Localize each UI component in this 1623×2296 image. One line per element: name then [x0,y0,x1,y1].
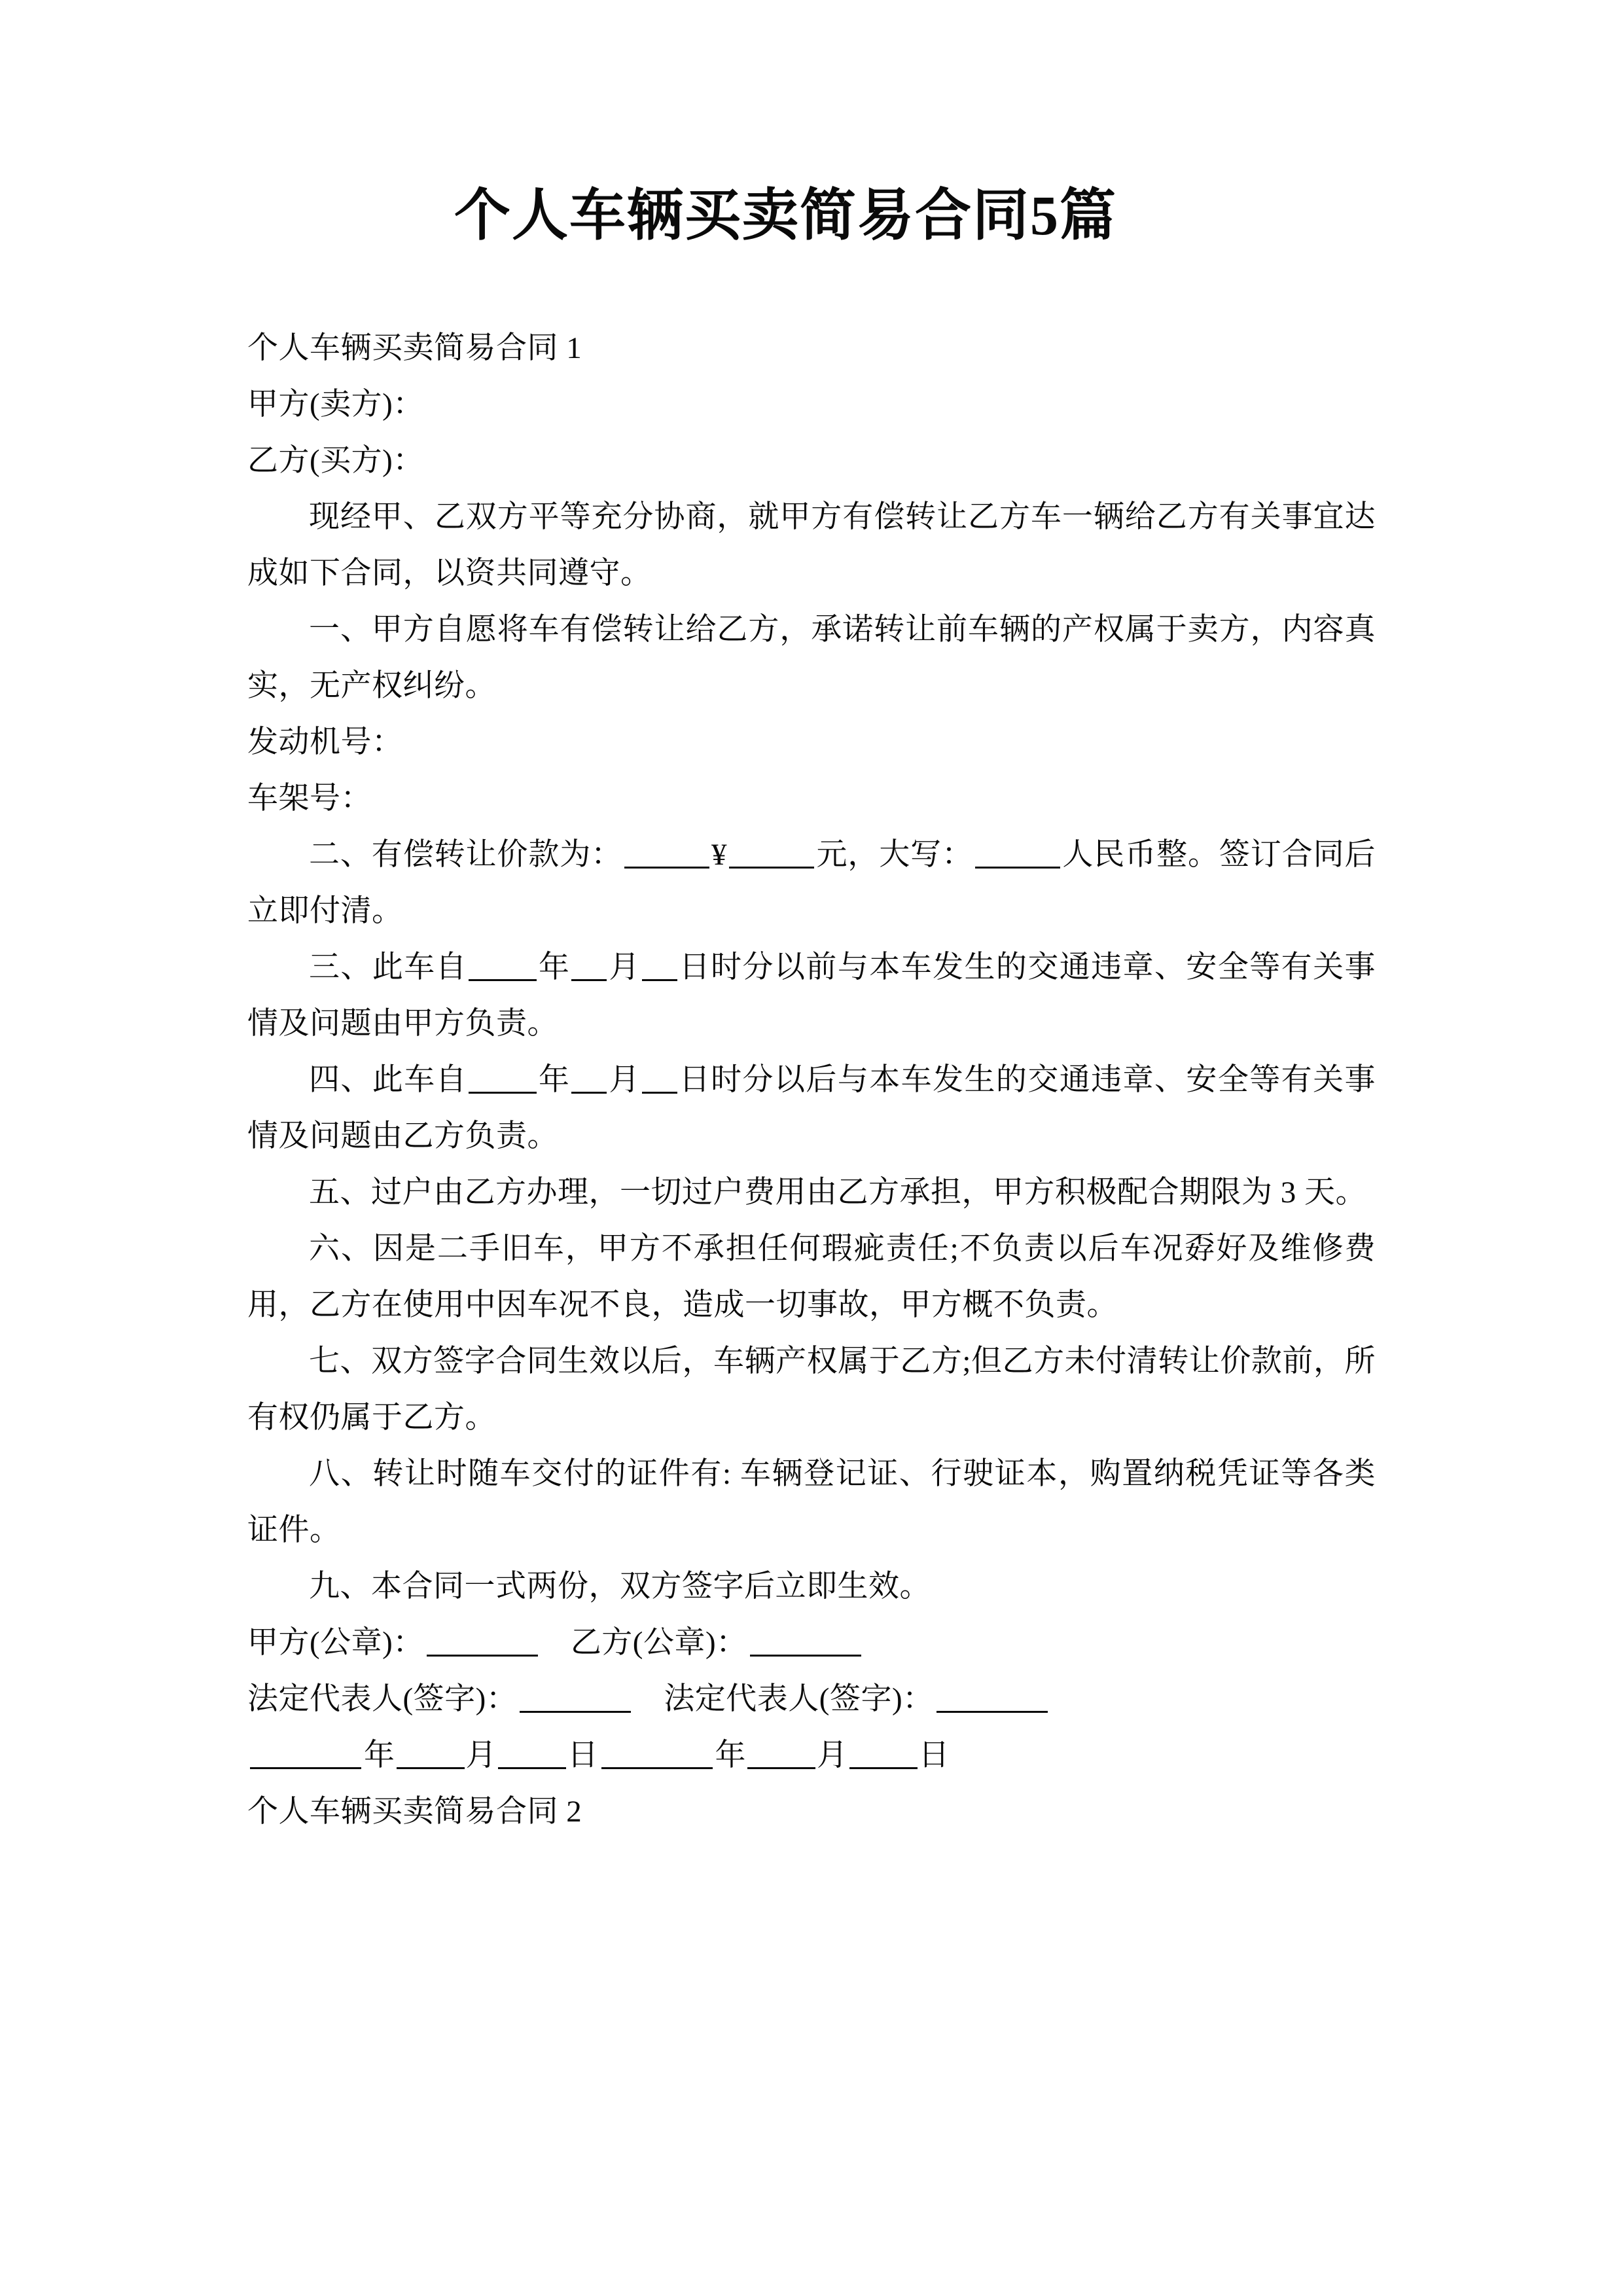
clause-six: 六、因是二手旧车，甲方不承担任何瑕疵责任;不负责以后车况孬好及维修费用，乙方在使用中因车况不良，造成一切事故，甲方概不负责。 [247,1232,1376,1323]
date-line [247,1727,1376,1784]
rep-a-blank[interactable] [520,1711,631,1713]
clause-four-text-1: 四、此车自 [309,1063,468,1098]
price-uppercase-blank[interactable] [975,867,1060,869]
date-a-day-label: 日 [567,1738,599,1773]
clause-two-text-3: 人民币整。签订合同后立即付清。 [247,838,1376,929]
clause-three-text-2: 日时分以前与本车发生的交通违章、安全等有关事情及问题由甲方负责。 [247,950,1376,1041]
clause-two-text-1: 二、有偿转让价款为： [309,838,623,872]
party-b-label: 乙方(买方)： [247,444,424,478]
clause-nine: 九、本合同一式两份，双方签字后立即生效。 [309,1570,931,1604]
date-a-month-blank[interactable] [397,1767,465,1769]
rep-a-label: 法定代表人(签字)： [247,1682,518,1717]
clause-three-month-label: 月 [608,950,641,985]
date-a-month-label: 月 [465,1738,497,1773]
clause-three-day-blank[interactable] [642,979,677,981]
clause-two [247,827,1376,939]
clause-three [247,939,1376,1052]
clause-two-text-2: 元，大写： [816,838,973,872]
clause-four-year-blank[interactable] [469,1092,537,1094]
currency-symbol: ¥ [711,838,728,872]
party-a-label: 甲方(卖方)： [247,387,424,422]
rep-b-blank[interactable] [936,1711,1048,1713]
date-a-year-label: 年 [364,1738,395,1773]
date-b-day-label: 日 [918,1738,950,1773]
seal-b-blank[interactable] [750,1655,861,1657]
date-a-year-blank[interactable] [250,1767,361,1769]
page-title: 个人车辆买卖简易合同5篇 [454,184,1117,247]
engine-number-label: 发动机号： [247,725,403,760]
representative-line [247,1671,1376,1727]
rep-b-label: 法定代表人(签字)： [664,1682,934,1717]
section-heading-1: 个人车辆买卖简易合同 1 [247,331,582,366]
clause-four [247,1052,1376,1164]
clause-eight: 八、转让时随车交付的证件有: 车辆登记证、行驶证本，购置纳税凭证等各类证件。 [247,1457,1376,1548]
seal-a-blank[interactable] [427,1655,538,1657]
clause-four-month-label: 月 [608,1063,641,1098]
clause-four-text-2: 日时分以后与本车发生的交通违章、安全等有关事情及问题由乙方负责。 [247,1063,1376,1154]
preamble-paragraph: 现经甲、乙双方平等充分协商，就甲方有偿转让乙方车一辆给乙方有关事宜达成如下合同，以资共同遵守。 [247,500,1376,591]
date-a-day-blank[interactable] [498,1767,566,1769]
clause-three-year-label: 年 [538,950,571,985]
date-b-month-label: 月 [817,1738,848,1773]
clause-three-text-1: 三、此车自 [309,950,468,985]
date-b-month-blank[interactable] [747,1767,815,1769]
date-b-day-blank[interactable] [849,1767,918,1769]
clause-five: 五、过户由乙方办理，一切过户费用由乙方承担，甲方积极配合期限为 3 天。 [309,1175,1366,1210]
clause-one: 一、甲方自愿将车有偿转让给乙方，承诺转让前车辆的产权属于卖方，内容真实，无产权纠纷。 [247,613,1376,704]
price-amount-blank[interactable] [729,867,814,869]
clause-seven: 七、双方签字合同生效以后，车辆产权属于乙方;但乙方未付清转让价款前，所有权仍属于乙方。 [247,1344,1376,1435]
section-heading-2: 个人车辆买卖简易合同 2 [247,1795,582,1829]
date-b-year-label: 年 [715,1738,746,1773]
price-digit-blank[interactable] [624,867,709,869]
clause-four-year-label: 年 [538,1063,571,1098]
seal-b-label: 乙方(公章)： [570,1626,747,1660]
document-content [247,0,1376,1840]
document-body [247,249,1376,1840]
clause-three-month-blank[interactable] [571,979,607,981]
clause-three-year-blank[interactable] [469,979,537,981]
chassis-number-label: 车架号： [247,781,372,816]
clause-four-day-blank[interactable] [642,1092,677,1094]
seal-a-label: 甲方(公章)： [247,1626,424,1660]
date-b-year-blank[interactable] [601,1767,713,1769]
clause-four-month-blank[interactable] [571,1092,607,1094]
seal-line [247,1615,1376,1671]
